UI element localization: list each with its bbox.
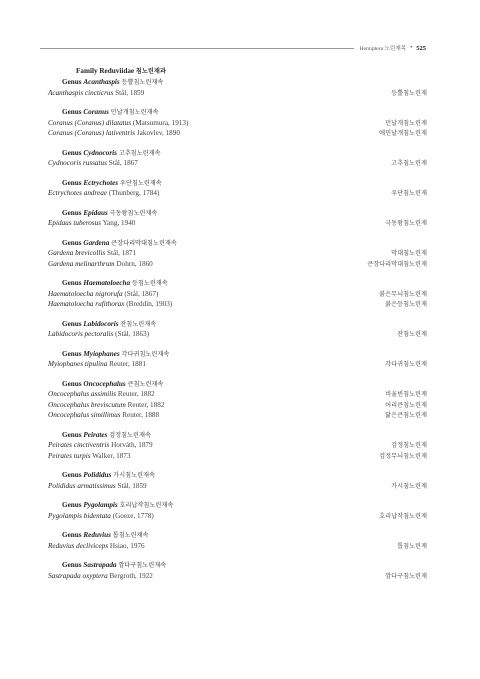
species-row [48, 118, 427, 129]
species-name: Ectrychotes andreae [48, 189, 108, 197]
species-name: Haematoloecha nigrorufa [48, 289, 123, 298]
genus-name: Pygolampis [83, 501, 118, 509]
species-row [48, 88, 427, 99]
genus-korean-name: 우단침노린재속 [119, 179, 162, 187]
species-row [48, 359, 427, 370]
genus-name: Haematoloecha [83, 279, 131, 287]
species-scientific [48, 359, 146, 370]
genus-group [48, 107, 427, 139]
species-name: Haematoloecha rufithorax [48, 300, 125, 308]
genus-group [48, 349, 427, 370]
genus-korean-name: 극동왕침노린재속 [109, 209, 158, 217]
genus-label: Genus [62, 379, 82, 388]
species-row [48, 451, 427, 462]
species-name: Oncocephalus simillimus [48, 411, 121, 419]
genus-name: Myiophanes [83, 349, 120, 358]
genus-label: Genus [62, 108, 82, 116]
species-row [48, 259, 427, 270]
species-row [48, 440, 427, 451]
species-author: Horváth, 1879 [111, 441, 153, 449]
genus-korean-name: 큰침노린재속 [127, 380, 164, 388]
species-name: Labidocoris pectoralis [48, 330, 114, 338]
genus-korean-name: 잔침노린재속 [120, 320, 157, 328]
species-name: Coranus (Coranus) dilatatus [48, 118, 132, 127]
genus-label: Genus [62, 78, 82, 86]
species-checklist [48, 66, 427, 590]
species-korean-name: 검정침노린재 [391, 442, 427, 449]
genus-label: Genus [62, 430, 82, 439]
species-name: Acanthaspis cincticrus [48, 88, 114, 97]
genus-heading [48, 560, 427, 571]
header-bullet: • [410, 45, 413, 51]
species-name: Myiophanes tipulina [48, 360, 108, 368]
species-row [48, 329, 427, 340]
species-korean-name: 비율빈침노린재 [385, 391, 427, 398]
genus-heading [48, 500, 427, 511]
genus-label: Genus [62, 238, 82, 247]
species-korean-name: 우단침노린재 [391, 190, 427, 197]
genus-heading [48, 530, 427, 541]
species-row [48, 481, 427, 492]
genus-label: Genus [62, 349, 82, 358]
species-korean-name: 검정무늬침노린재 [379, 452, 427, 460]
genus-name: Sastrapada [83, 561, 117, 569]
species-author: Dohrn, 1860 [116, 259, 153, 268]
genus-label: Genus [62, 148, 82, 157]
species-row [48, 571, 427, 582]
species-author: Stål, 1859 [115, 88, 145, 97]
species-author: Reuter, 1881 [109, 360, 146, 368]
genus-name: Gardena [83, 238, 110, 247]
genus-label: Genus [62, 319, 82, 328]
species-row [48, 218, 427, 229]
genus-group [48, 208, 427, 229]
species-name: Reduvius decliviceps [48, 541, 109, 550]
species-name: Coranus (Coranus) lativentris [48, 129, 136, 137]
species-scientific [48, 128, 180, 139]
genus-name: Acanthaspis [83, 78, 120, 86]
page-number: 525 [416, 44, 426, 52]
species-name: Polididus armatissimus [48, 481, 116, 490]
genus-name: Cydnocoris [83, 148, 117, 157]
species-author: Walker, 1873 [92, 451, 131, 460]
genus-name: Ectrychotes [83, 178, 119, 187]
species-korean-name: 등뿔침노린재 [391, 89, 427, 97]
genus-label: Genus [62, 279, 82, 287]
genus-heading [48, 319, 427, 330]
genus-group [48, 530, 427, 551]
species-korean-name: 닮은큰침노린재 [385, 412, 427, 419]
species-korean-name: 가시침노린재 [391, 482, 427, 490]
species-korean-name: 호리납작침노린재 [379, 512, 427, 520]
species-korean-name: 각다귀침노린재 [385, 361, 427, 368]
species-author: (Matsumura, 1913) [132, 118, 189, 127]
species-row [48, 128, 427, 139]
species-name: Pygolampis bidentata [48, 511, 111, 520]
species-author: Jakovlev, 1890 [136, 129, 180, 137]
running-header [40, 42, 426, 54]
genus-label: Genus [62, 561, 82, 569]
species-author: (Goeze, 1778) [112, 511, 154, 520]
species-row [48, 299, 427, 310]
genus-label: Genus [62, 178, 82, 187]
species-scientific [48, 541, 145, 552]
genus-label: Genus [62, 531, 82, 539]
species-author: Hsiao, 1976 [109, 541, 145, 550]
species-author: Stål, 1859 [117, 481, 147, 490]
species-name: Sastrapada oxyptera [48, 571, 108, 580]
genus-name: Epidaus [83, 208, 108, 217]
species-row [48, 410, 427, 421]
species-row [48, 541, 427, 552]
genus-heading [48, 178, 427, 189]
genus-heading [48, 379, 427, 390]
species-korean-name: 큰장다리막대침노린재 [367, 260, 427, 268]
genus-korean-name: 호리납작침노린재속 [119, 502, 174, 509]
genus-heading [48, 278, 427, 289]
species-scientific [48, 451, 130, 462]
genus-name: Labidocoris [83, 319, 119, 328]
genus-group [48, 238, 427, 270]
genus-heading [48, 349, 427, 360]
species-korean-name: 붉은무늬침노린재 [379, 290, 427, 298]
species-row [48, 389, 427, 400]
species-row [48, 400, 427, 411]
genus-heading [48, 470, 427, 481]
species-scientific [48, 259, 153, 270]
species-row [48, 158, 427, 169]
species-author: (Stål, 1867) [124, 289, 159, 298]
species-scientific [48, 571, 153, 582]
genus-group [48, 278, 427, 310]
species-korean-name: 애민날개침노린재 [379, 130, 427, 137]
genus-korean-name: 등침노린재속 [131, 280, 168, 287]
family-label: Family Reduviidae [76, 67, 135, 75]
species-row [48, 188, 427, 199]
species-scientific [48, 289, 158, 300]
genus-heading [48, 107, 427, 118]
genus-name: Polididus [83, 471, 112, 479]
species-korean-name: 고추침노린재 [391, 160, 427, 167]
species-author: Reuter, 1882 [127, 400, 165, 409]
species-korean-name: 붉은등침노린재 [385, 301, 427, 308]
genus-label: Genus [62, 501, 82, 509]
species-korean-name: 민날개침노린재 [385, 119, 427, 127]
genus-group [48, 430, 427, 462]
genus-korean-name: 깜다구침노린재속 [118, 562, 167, 569]
species-author: Stål, 1867 [108, 159, 138, 167]
genus-korean-name: 각다귀침노린재속 [121, 350, 170, 358]
genus-heading [48, 77, 427, 88]
species-name: Gardena brevicollis [48, 249, 106, 257]
genus-group [48, 470, 427, 491]
genus-group [48, 319, 427, 340]
species-scientific [48, 88, 144, 99]
genus-korean-name: 큰장다리막대침노린재속 [111, 239, 177, 247]
species-scientific [48, 218, 135, 229]
species-author: Reuter, 1888 [122, 411, 160, 419]
species-scientific [48, 400, 164, 411]
species-author: (Stål, 1863) [115, 330, 150, 338]
species-korean-name: 깜다구침노린재 [385, 572, 427, 580]
species-row [48, 289, 427, 300]
species-author: Reuter, 1882 [117, 390, 155, 398]
species-scientific [48, 118, 188, 129]
genus-name: Reduvius [83, 531, 111, 539]
species-scientific [48, 188, 159, 199]
species-author: Stål, 1871 [106, 249, 137, 257]
species-row [48, 248, 427, 259]
species-name: Oncocephalus breviscutum [48, 400, 126, 409]
genus-heading [48, 208, 427, 219]
species-scientific [48, 389, 155, 400]
genus-name: Peirates [83, 430, 108, 439]
genus-group [48, 379, 427, 421]
species-korean-name: 잔침노린재 [397, 331, 427, 338]
genus-korean-name: 검정침노린재속 [109, 431, 151, 439]
species-scientific [48, 440, 153, 451]
family-korean-name: 침노린재과 [135, 68, 166, 75]
species-korean-name: 막대침노린재 [391, 250, 427, 257]
species-name: Peirates cinctiventris [48, 441, 110, 449]
species-korean-name: 톱침노린재 [397, 542, 427, 550]
species-korean-name: 극동왕침노린재 [385, 220, 427, 227]
genus-korean-name: 등뿔침노린재속 [121, 79, 164, 86]
species-name: Gardena melinarthrum [48, 259, 115, 268]
genus-heading [48, 148, 427, 159]
species-name: Epidaus tuberosus [48, 219, 102, 227]
genus-label: Genus [62, 471, 82, 479]
species-name: Peirates turpis [48, 451, 91, 460]
family-heading [48, 66, 427, 77]
species-author: Yang, 1940 [102, 219, 136, 227]
genus-name: Coranus [83, 108, 109, 116]
genus-heading [48, 238, 427, 249]
genus-group [48, 500, 427, 521]
genus-korean-name: 톱침노린재속 [112, 532, 149, 539]
species-scientific [48, 481, 147, 492]
species-scientific [48, 248, 136, 259]
species-scientific [48, 511, 154, 522]
species-author: Bergroth, 1922 [109, 571, 153, 580]
species-name: Oncocephalus assimilis [48, 390, 117, 398]
genus-group [48, 560, 427, 581]
species-row [48, 511, 427, 522]
genus-label: Genus [62, 208, 82, 217]
genus-korean-name: 민날개침노린재속 [110, 109, 159, 116]
species-scientific [48, 299, 172, 310]
species-author: (Thunberg, 1784) [108, 189, 160, 197]
species-scientific [48, 158, 138, 169]
species-scientific [48, 329, 149, 340]
genus-heading [48, 430, 427, 441]
genus-korean-name: 가시침노린재속 [113, 472, 155, 479]
header-section-title: Hemiptera 노린재목 [359, 46, 407, 52]
species-name: Cydnocoris russatus [48, 159, 107, 167]
species-author: (Breddin, 1903) [126, 300, 173, 308]
header-rule [40, 48, 354, 49]
genus-group [48, 77, 427, 98]
genus-korean-name: 고추침노린재속 [118, 149, 161, 157]
genus-group [48, 178, 427, 199]
genus-name: Oncocephalus [83, 379, 126, 388]
genus-group [48, 148, 427, 169]
species-scientific [48, 410, 159, 421]
species-korean-name: 어리큰침노린재 [385, 401, 427, 409]
